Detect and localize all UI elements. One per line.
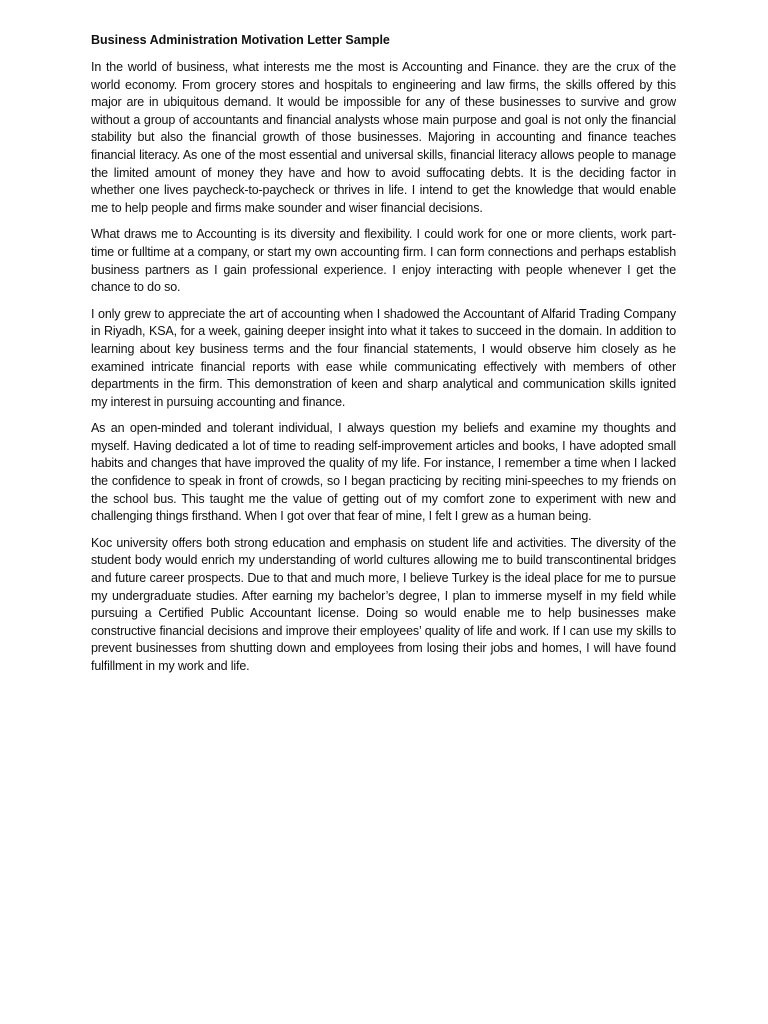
paragraph-1: In the world of business, what interests me the most is Accounting and Finance. they are the crux of the world economy. From grocery stores and hospitals to engineering and law firms, the skills offered by this major are in ubiquitous demand. It would be impossible for any of these businesses to survive and grow without a group of accountants and financial analysts whose main purpose and goal is not only the financial stability but also the financial growth of those businesses. Majoring in accounting and finance teaches financial literacy. As one of the most essential and universal skills, financial literacy allows people to manage the limited amount of money they have and how to avoid suffocating debts. It is the deciding factor in whether one lives paycheck-to-paycheck or thrives in life. I intend to get the knowledge that would enable me to help people and firms make sounder and wiser financial decisions. <box>91 60 676 215</box>
paragraph-2: What draws me to Accounting is its diversity and flexibility. I could work for one or more clients, work part-time or fulltime at a company, or start my own accounting firm. I can form connections and perhaps establish business partners as I gain professional experience. I enjoy interacting with people whenever I get the chance to do so. <box>91 227 676 295</box>
paragraph-3: I only grew to appreciate the art of accounting when I shadowed the Accountant of Alfarid Trading Company in Riyadh, KSA, for a week, gaining deeper insight into what it takes to succeed in the domain. In addition to learning about key business terms and the four financial statements, I would observe him closely as he examined intricate financial reports with ease while communicating effectively with members of other departments in the firm. This demonstration of keen and sharp analytical and communication skills ignited my interest in pursuing accounting and finance. <box>91 306 676 409</box>
paragraph-4: As an open-minded and tolerant individual, I always question my beliefs and examine my thoughts and myself. Having dedicated a lot of time to reading self-improvement articles and books, I have adopted small habits and changes that have improved the quality of my life. For instance, I remember a time when I lacked the confidence to speak in front of crowds, so I began practicing by reciting mini-speeches to my friends on the school bus. This taught me the value of getting out of my comfort zone to experiment with new and challenging things firsthand. When I got over that fear of mine, I felt I grew as a human being. <box>91 421 676 524</box>
paragraph-5: Koc university offers both strong education and emphasis on student life and activities. The diversity of the student body would enrich my understanding of world cultures allowing me to build transcontinental bridges and future career prospects. Due to that and much more, I believe Turkey is the ideal place for me to pursue my undergraduate studies. After earning my bachelor’s degree, I plan to immerse myself in my field while pursuing a Certified Public Accountant license. Doing so would enable me to help businesses make constructive financial decisions and improve their employees’ quality of life and work. If I can use my skills to prevent businesses from shutting down and employees from losing their jobs and homes, I will have found fulfillment in my work and life. <box>91 535 676 673</box>
document-title: Business Administration Motivation Letter Sample <box>91 33 390 47</box>
document-page <box>91 31 676 685</box>
